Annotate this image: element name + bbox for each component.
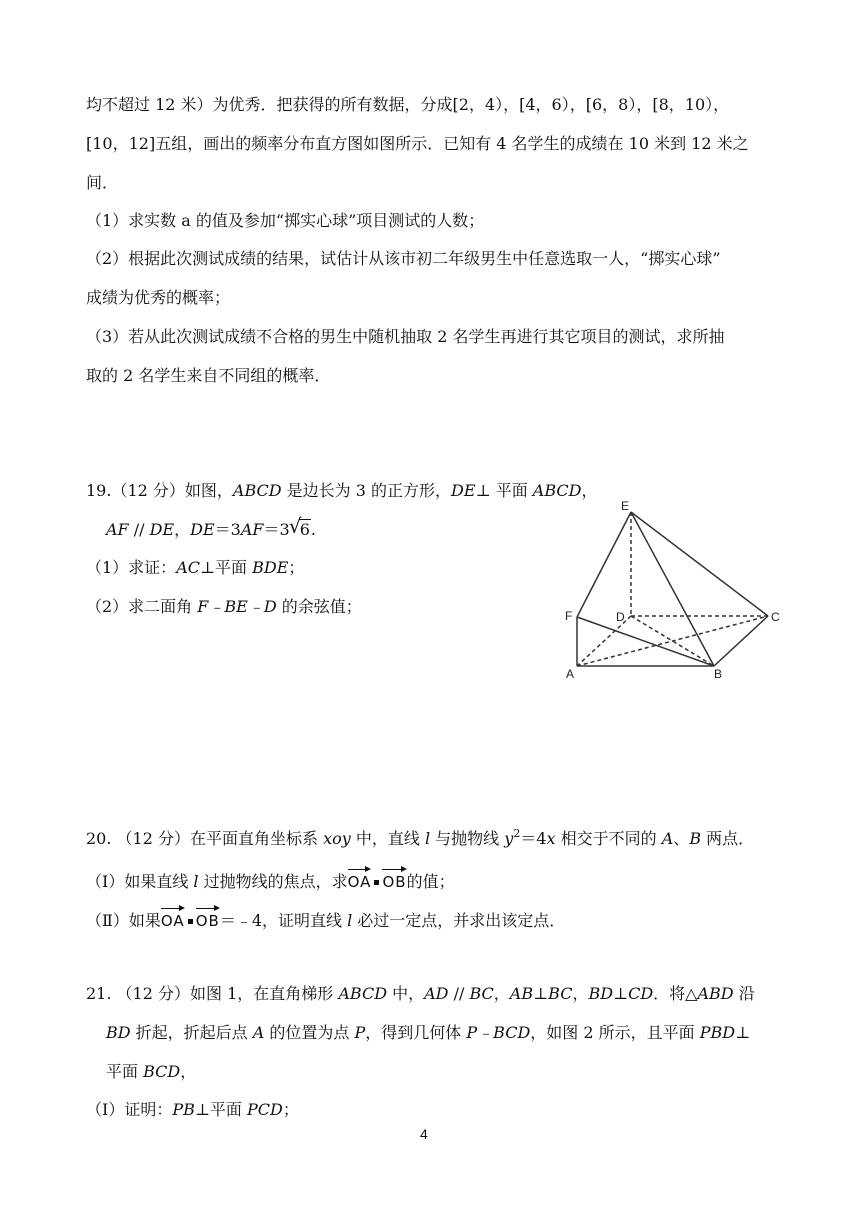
label-D: D <box>616 610 625 624</box>
label-E: E <box>621 499 630 513</box>
q18-part-3b: 取的 2 名学生来自不同组的概率． <box>86 366 331 385</box>
q20-part-1: （Ⅰ）如果直线 l 过抛物线的焦点，求OA OB的值； <box>86 866 455 893</box>
dot-product-icon <box>374 880 379 885</box>
vector-ob: OB <box>196 905 220 932</box>
q18-line-2: [10，12]五组，画出的频率分布直方图如图所示．已知有 4 名学生的成绩在 10 米到 12 米之 <box>86 134 749 153</box>
q20-part-2: （Ⅱ）如果OA OB＝﹣4，证明直线 l 必过一定点，并求出该定点． <box>86 905 565 932</box>
sqrt-six: √ 6 <box>288 514 310 539</box>
edge-AC <box>577 616 768 666</box>
label-B: B <box>714 667 723 681</box>
vector-oa: OA <box>161 905 185 932</box>
q21-line-3: 平面 BCD， <box>106 1062 197 1081</box>
edge-EB <box>631 512 714 666</box>
q21-part-1: （Ⅰ）证明：PB⊥平面 PCD； <box>86 1100 299 1119</box>
q19-intro: 19.（12 分）如图，ABCD 是边长为 3 的正方形，DE⊥ 平面 ABCD， <box>86 481 598 500</box>
label-C: C <box>771 610 780 624</box>
q18-part-3a: （3）若从此次测试成绩不合格的男生中随机抽取 2 名学生再进行其它项目的测试，求所抽 <box>86 327 725 346</box>
vector-ob: OB <box>382 866 406 893</box>
q21-line-1: 21. （12 分）如图 1，在直角梯形 ABCD 中，AD // BC，AB⊥BC，BD⊥CD．将△ABD 沿 <box>86 984 755 1003</box>
q19-given: AF // DE，DE＝3AF＝3 √ 6. <box>106 514 316 539</box>
dot-product-icon <box>188 919 193 924</box>
q18-line-1: 均不超过 12 米）为优秀．把获得的所有数据，分成[2，4），[4，6），[6，8），[8，10）， <box>86 95 730 114</box>
q20-intro: 20. （12 分）在平面直角坐标系 xoy 中，直线 l 与抛物线 $y^2=4x$ 相交于不同的 A、B 两点． <box>86 827 755 848</box>
q21-line-2: BD 折起，折起后点 A 的位置为点 P，得到几何体 P﹣BCD，如图 2 所示，且平面 PBD⊥ <box>106 1023 751 1042</box>
q18-part-1: （1）求实数 a 的值及参加“掷实心球”项目测试的人数； <box>86 211 485 230</box>
page-number: 4 <box>420 1126 428 1142</box>
q18-part-2b: 成绩为优秀的概率； <box>86 288 231 307</box>
label-A: A <box>566 667 575 681</box>
q18-part-2a: （2）根据此次测试成绩的结果，试估计从该市初二年级男生中任意选取一人，“掷实心球” <box>86 249 721 268</box>
label-F: F <box>565 609 573 623</box>
q18-line-3: 间． <box>86 173 119 192</box>
q19-part-2: （2）求二面角 F﹣BE﹣D 的余弦值； <box>86 597 362 616</box>
edge-EF <box>577 512 631 617</box>
edge-EC <box>631 512 768 616</box>
vector-oa: OA <box>348 866 372 893</box>
pyramid-figure <box>556 494 786 684</box>
q19-part-1: （1）求证：AC⊥平面 BDE； <box>86 558 305 577</box>
